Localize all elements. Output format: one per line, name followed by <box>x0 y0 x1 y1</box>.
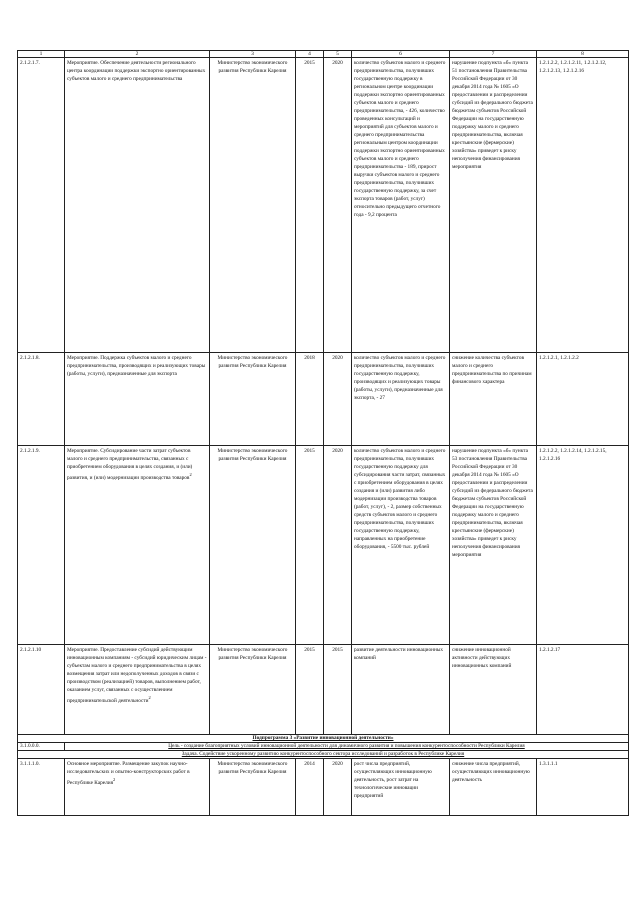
event-text: Мероприятие. Обеспечение деятельности регионального центра координации поддержки экспортно ориентированных субъектов малого и среднего предпринимательства <box>65 58 210 353</box>
executor-text: Министерство экономического развития Республики Карелия <box>210 353 296 446</box>
indicator-link: 1.2.1.2.2, 1.2.1.2.14, 1.2.1.2.15, 1.2.1.2.16 <box>537 446 629 645</box>
executor-text: Министерство экономического развития Республики Карелия <box>210 759 296 816</box>
end-year: 2015 <box>324 645 352 735</box>
event-text: Мероприятие. Предоставление субсидий действующим инновационным компаниям - субсидий юридическим лицам - субъектам малого и среднего предпринимательства в целях возмещения затрат или недополученных доходов в связи с производством (реализацией) товаров, выполнением работ, оказанием услуг, связанных с осуществлением предпринимательской деятельности <box>67 647 207 704</box>
header-cell: 7 <box>450 51 537 58</box>
consequence-text: снижение инновационной активности действующих инновационных компаний <box>450 645 537 735</box>
consequence-text: снижение количества субъектов малого и среднего предпринимательства по причинам финансового характера <box>450 353 537 446</box>
row-number: 2.1.2.1.9. <box>18 446 65 645</box>
footnote-mark: 2 <box>148 695 151 700</box>
row-number: 2.1.2.1.7. <box>18 58 65 353</box>
start-year: 2015 <box>296 446 324 645</box>
indicator-link: 1.2.1.2.1, 1.2.1.2.2 <box>537 353 629 446</box>
end-year: 2020 <box>324 353 352 446</box>
header-cell: 1 <box>18 51 65 58</box>
end-year: 2020 <box>324 446 352 645</box>
task-text: Задача. Содействие ускоренному развитию конкурентоспособного сектора исследований и разработок в Республике Карелия <box>18 751 629 759</box>
consequence-text: нарушение подпункта «б» пункта 53 постановления Правительства Российской Федерации от 30 декабря 2014 года № 1605 «О предоставлении и распределении субсидий из федерального бюджета бюджетам субъектов Российской Федерации на государственную поддержку малого и среднего предпринимательства, включая крестьянские (фермерские) хозяйства» приведет к риску неполучения финансирования мероприятия <box>450 446 537 645</box>
event-text: Основное мероприятие. Размещение закупок научно-исследовательских и опытно-конструкторских работ в Республике Карелия <box>67 761 190 786</box>
indicator-link: 1.2.1.2.2, 1.2.1.2.11, 1.2.1.2.12, 1.2.1.2.13, 1.2.1.2.16 <box>537 58 629 353</box>
header-cell: 3 <box>210 51 296 58</box>
consequence-text: снижение числа предприятий, осуществляющих инновационную деятельность <box>450 759 537 816</box>
goal-text: Цель - создание благоприятных условий инновационной деятельности для динамичного развития и повышения конкурентоспособности Республики Карелия <box>65 743 629 751</box>
table-row <box>18 353 629 446</box>
indicator-link: 1.2.1.2.17 <box>537 645 629 735</box>
footnote-mark: 2 <box>189 472 192 477</box>
event-cell <box>65 759 210 816</box>
start-year: 2015 <box>296 58 324 353</box>
header-cell: 2 <box>65 51 210 58</box>
header-cell: 5 <box>324 51 352 58</box>
result-text: количество субъектов малого и среднего предпринимательства, получивших государственную поддержку, производящих и реализующих товары (работы, услуги), предназначенные для экспорта, - 27 <box>352 353 450 446</box>
row-number: 3.1.1.1.0. <box>18 759 65 816</box>
result-text: количество субъектов малого и среднего предпринимательства, получивших государственную поддержку в региональном центре координации поддержки экспортно ориентированных субъектов малого и среднего предпринимательства, - 426, количество проведенных консультаций и мероприятий для субъектов малого и среднего предпринимательства региональным центром координации поддержки экспортно ориентированных субъектов малого и среднего предпринимательства - 189, прирост выручки субъектов малого и среднего предпринимательства, получивших государственную поддержку, за счет экспорта товаров (работ, услуг) относительно предыдущего отчетного года - 9,2 процента <box>352 58 450 353</box>
start-year: 2015 <box>296 645 324 735</box>
executor-text: Министерство экономического развития Республики Карелия <box>210 645 296 735</box>
footnote-mark: 2 <box>113 777 116 782</box>
task-row <box>18 751 629 759</box>
subprogram-row <box>18 735 629 743</box>
result-text: рост числа предприятий, осуществляющих инновационную деятельность, рост затрат на технологические инновации предприятий <box>352 759 450 816</box>
start-year: 2018 <box>296 353 324 446</box>
header-cell: 6 <box>352 51 450 58</box>
executor-text: Министерство экономического развития Республики Карелия <box>210 58 296 353</box>
header-cell: 8 <box>537 51 629 58</box>
result-text: количество субъектов малого и среднего предпринимательства, получивших государственную поддержку для субсидирования части затрат, связанных с приобретением оборудования в целях создания и (или) развития либо модернизации производства товаров (работ, услуг), - 2, размер собственных средств субъектов малого и среднего предпринимательства, получивших государственную поддержку, направленных на приобретение оборудования, - 5500 тыс. рублей <box>352 446 450 645</box>
column-number-row <box>18 51 629 58</box>
table-row <box>18 58 629 353</box>
table-row <box>18 759 629 816</box>
event-cell <box>65 446 210 645</box>
row-number: 2.1.2.1.8. <box>18 353 65 446</box>
table-row <box>18 645 629 735</box>
header-cell: 4 <box>296 51 324 58</box>
end-year: 2020 <box>324 58 352 353</box>
consequence-text: нарушение подпункта «б» пункта 51 постановления Правительства Российской Федерации от 30 декабря 2014 года № 1605 «О предоставлении и распределении субсидий из федерального бюджета бюджетам субъектов Российской Федерации на государственную поддержку малого и среднего предпринимательства, включая крестьянские (фермерские) хозяйства» приведет к риску неполучения финансирования мероприятия <box>450 58 537 353</box>
executor-text: Министерство экономического развития Республики Карелия <box>210 446 296 645</box>
goal-number: 3.1.0.0.0. <box>18 743 65 751</box>
start-year: 2014 <box>296 759 324 816</box>
indicator-link: 1.3.1.1.1 <box>537 759 629 816</box>
event-cell <box>65 645 210 735</box>
row-number: 2.1.2.1.10 <box>18 645 65 735</box>
goal-row <box>18 743 629 751</box>
document-page <box>17 50 628 816</box>
event-text: Мероприятие. Субсидирование части затрат субъектов малого и среднего предпринимательства, связанных с приобретением оборудования в целях создания, и (или) развития, и (или) модернизации производства товаров <box>67 448 193 481</box>
result-text: развитие деятельности инновационных компаний <box>352 645 450 735</box>
table-row <box>18 446 629 645</box>
end-year: 2020 <box>324 759 352 816</box>
event-text: Мероприятие. Поддержка субъектов малого и среднего предпринимательства, производящих и реализующих товары (работы, услуги), предназначенные для экспорта <box>65 353 210 446</box>
program-table <box>17 50 629 816</box>
subprogram-title: Подпрограмма 3 «Развитие инновационной деятельности» <box>18 735 629 743</box>
